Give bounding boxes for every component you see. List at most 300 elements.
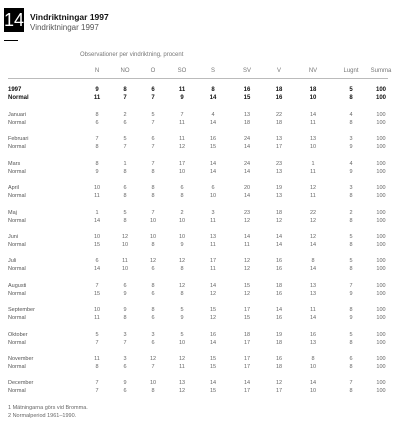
table-cell: 8 [95, 160, 99, 167]
table-cell: 8 [95, 364, 99, 370]
table-cell: 6 [123, 364, 127, 370]
table-cell: 4 [349, 112, 353, 118]
table-cell: 16 [275, 290, 283, 297]
table-cell: 7 [95, 136, 99, 143]
row-label: Normal [8, 193, 26, 200]
table-cell: 11 [310, 193, 316, 200]
table-cell: 7 [95, 339, 99, 346]
table-cell: 16 [243, 87, 251, 93]
table-cell: 10 [93, 234, 101, 240]
table-cell: 7 [95, 380, 99, 387]
table-cell: 8 [123, 315, 127, 322]
table-cell: 7 [151, 95, 155, 101]
table-cell: 12 [209, 315, 217, 322]
table-cell: 14 [275, 307, 283, 314]
table-cell: 1 [95, 209, 99, 216]
column-header: S [210, 68, 215, 74]
table-cell: 6 [123, 120, 127, 126]
table-cell: 14 [209, 282, 217, 289]
row-label: Normal [8, 217, 26, 224]
row-label: Normal [8, 315, 26, 322]
table-cell: 5 [180, 307, 184, 314]
chapter-number-badge: 14 [4, 10, 25, 30]
table-cell: 10 [149, 380, 157, 387]
table-cell: 6 [151, 136, 155, 143]
table-cell: 100 [376, 364, 386, 370]
column-group-label: Observationer per vindriktning, procent [80, 52, 184, 58]
table-cell: 10 [309, 388, 317, 395]
column-header: Summa [370, 68, 392, 74]
row-label: Normal [8, 120, 26, 126]
table-cell: 11 [179, 136, 185, 143]
table-cell: 11 [310, 120, 316, 126]
table-cell: 13 [309, 290, 317, 297]
table-cell: 100 [376, 144, 386, 151]
footnotes [8, 404, 88, 420]
table-cell: 17 [209, 258, 217, 265]
table-cell: 6 [151, 339, 155, 346]
column-header: NO [120, 68, 130, 74]
table-cell: 7 [123, 144, 127, 151]
table-cell: 6 [151, 315, 155, 322]
table-cell: 10 [309, 364, 317, 370]
table-cell: 8 [151, 388, 155, 395]
table-cell: 8 [349, 95, 353, 101]
table-cell: 8 [311, 356, 315, 362]
table-cell: 18 [275, 87, 283, 93]
row-label: Februari [8, 136, 29, 143]
table-cell: 7 [151, 209, 155, 216]
table-cell: 11 [210, 242, 216, 248]
table-cell: 9 [123, 380, 127, 387]
footnote-1: 1 Mätningarna görs vid Bromma. [8, 405, 88, 411]
table-cell: 16 [309, 331, 317, 338]
table-cell: 2 [349, 209, 353, 216]
table-cell: 6 [349, 356, 353, 362]
table-cell: 13 [309, 339, 317, 346]
table-cell: 13 [275, 193, 283, 200]
table-cell: 15 [209, 307, 217, 314]
table-cell: 14 [209, 95, 217, 101]
table-cell: 24 [243, 136, 251, 143]
table-cell: 11 [94, 193, 100, 200]
row-label: Normal [8, 339, 26, 346]
table-cell: 10 [149, 234, 157, 240]
table-cell: 15 [243, 282, 251, 289]
footnote-2: 2 Normalperiod 1961–1990. [8, 413, 77, 419]
table-cell: 6 [180, 185, 184, 192]
table-cell: 12 [243, 258, 251, 265]
table-cell: 13 [275, 168, 283, 175]
table-cell: 11 [94, 356, 100, 362]
table-cell: 14 [243, 144, 251, 151]
table-cell: 18 [275, 282, 283, 289]
table-cell: 5 [95, 331, 99, 338]
table-cell: 7 [151, 120, 155, 126]
table-cell: 16 [275, 315, 283, 322]
table-cell: 6 [151, 87, 155, 93]
table-cell: 6 [151, 266, 155, 273]
table-cell: 6 [95, 120, 99, 126]
column-header: N [94, 68, 100, 74]
table-cell: 15 [243, 315, 251, 322]
table-cell: 17 [275, 388, 283, 395]
table-cell: 10 [178, 339, 186, 346]
table-cell: 11 [93, 95, 101, 101]
table-cell: 7 [151, 160, 155, 167]
table-cell: 14 [243, 168, 251, 175]
table-cell: 14 [309, 242, 317, 248]
table-cell: 8 [349, 120, 353, 126]
table-cell: 8 [211, 87, 215, 93]
table-cell: 18 [275, 209, 283, 216]
table-cell: 18 [275, 364, 283, 370]
row-label: Normal [8, 290, 26, 297]
table-cell: 12 [178, 282, 186, 289]
table-cell: 8 [349, 307, 353, 314]
row-label: Normal [8, 144, 26, 151]
table-cell: 10 [309, 95, 317, 101]
row-label: Normal [8, 95, 29, 101]
table-cell: 12 [243, 217, 251, 224]
table-cell: 8 [123, 217, 127, 224]
table-cell: 100 [376, 356, 386, 362]
table-cell: 8 [151, 242, 155, 248]
table-cell: 8 [151, 193, 155, 200]
table-cell: 100 [376, 193, 386, 200]
table-cell: 14 [309, 266, 317, 273]
table-cell: 100 [376, 266, 386, 273]
table-cell: 14 [275, 242, 283, 248]
table-cell: 16 [209, 136, 217, 143]
table-cell: 9 [349, 290, 353, 297]
column-header: SV [242, 68, 251, 74]
table-cell: 10 [209, 193, 217, 200]
table-cell: 23 [243, 209, 251, 216]
table-cell: 100 [376, 136, 386, 143]
table-cell: 12 [243, 266, 251, 273]
table-cell: 3 [349, 136, 353, 143]
table-cell: 100 [376, 339, 386, 346]
table-cell: 15 [93, 242, 101, 248]
table-cell: 13 [275, 136, 283, 143]
table-cell: 10 [121, 242, 129, 248]
table-cell: 17 [243, 307, 251, 314]
table-cell: 14 [243, 193, 251, 200]
table-cell: 8 [349, 266, 353, 273]
table-cell: 13 [209, 234, 217, 240]
row-label: Juli [8, 258, 17, 265]
column-header: Lugnt [343, 68, 359, 74]
table-cell: 10 [93, 307, 101, 314]
table-cell: 8 [95, 144, 99, 151]
table-cell: 12 [121, 234, 129, 240]
table-cell: 16 [275, 266, 283, 273]
row-label: November [8, 356, 34, 362]
table-cell: 14 [209, 339, 217, 346]
table-cell: 22 [275, 112, 283, 118]
table-cell: 9 [180, 242, 184, 248]
table-cell: 15 [243, 95, 251, 101]
table-cell: 17 [243, 388, 251, 395]
row-label: December [8, 380, 34, 387]
table-cell: 11 [179, 364, 185, 370]
table-cell: 10 [309, 144, 317, 151]
header-rule [8, 78, 388, 79]
table-cell: 10 [93, 185, 101, 192]
table-cell: 13 [309, 136, 317, 143]
table-cell: 100 [376, 290, 386, 297]
table-cell: 100 [376, 380, 386, 387]
table-cell: 17 [178, 160, 186, 167]
table-cell: 8 [123, 193, 127, 200]
table-cell: 100 [376, 282, 386, 289]
table-cell: 19 [275, 331, 283, 338]
table-cell: 9 [349, 315, 353, 322]
table-cell: 13 [178, 380, 186, 387]
table-cell: 14 [209, 160, 217, 167]
table-cell: 11 [244, 242, 250, 248]
table-cell: 8 [349, 364, 353, 370]
table-cell: 10 [178, 234, 186, 240]
table-cell: 5 [349, 258, 353, 265]
table-cell: 9 [349, 144, 353, 151]
table-cell: 100 [376, 234, 386, 240]
table-cell: 12 [309, 234, 317, 240]
table-cell: 3 [151, 331, 155, 338]
table-cell: 8 [151, 307, 155, 314]
table-cell: 100 [376, 388, 386, 395]
table-cell: 10 [121, 266, 129, 273]
table-cell: 18 [275, 120, 283, 126]
table-cell: 8 [151, 282, 155, 289]
table-cell: 1 [311, 160, 315, 167]
table-cell: 11 [310, 307, 316, 314]
table-cell: 7 [180, 112, 184, 118]
row-label: Normal [8, 388, 26, 395]
table-cell: 17 [243, 339, 251, 346]
row-label: Maj [8, 209, 17, 216]
table-cell: 12 [275, 217, 283, 224]
table-cell: 11 [210, 266, 216, 273]
table-cell: 100 [376, 331, 386, 338]
table-cell: 100 [376, 112, 386, 118]
table-cell: 5 [151, 112, 155, 118]
column-header: SO [177, 68, 187, 74]
table-cell: 15 [209, 364, 217, 370]
table-cell: 5 [349, 331, 353, 338]
row-label: Normal [8, 168, 26, 175]
row-label: 1997 [8, 87, 22, 93]
table-cell: 5 [123, 209, 127, 216]
row-label: Juni [8, 234, 19, 240]
table-cell: 18 [243, 120, 251, 126]
table-cell: 7 [95, 282, 99, 289]
table-cell: 8 [349, 193, 353, 200]
table-cell: 100 [375, 87, 386, 93]
table-cell: 3 [123, 331, 127, 338]
table-cell: 12 [178, 388, 186, 395]
table-cell: 11 [179, 120, 185, 126]
table-cell: 10 [178, 168, 186, 175]
table-cell: 9 [180, 315, 184, 322]
table-cell: 12 [178, 356, 186, 362]
table-cell: 15 [209, 388, 217, 395]
table-cell: 8 [180, 193, 184, 200]
table-cell: 16 [275, 258, 283, 265]
table-cell: 4 [349, 160, 353, 167]
table-cell: 18 [309, 87, 317, 93]
table-cell: 23 [275, 160, 283, 167]
table-cell: 5 [180, 331, 184, 338]
table-cell: 12 [309, 217, 317, 224]
row-label: Normal [8, 242, 26, 248]
table-cell: 12 [178, 144, 186, 151]
table-cell: 6 [123, 282, 127, 289]
table-cell: 100 [376, 315, 386, 322]
table-cell: 15 [209, 356, 217, 362]
table-cell: 19 [275, 185, 283, 192]
table-cell: 100 [376, 185, 386, 192]
table-cell: 14 [209, 168, 217, 175]
table-cell: 9 [123, 307, 127, 314]
table-cell: 12 [149, 356, 157, 362]
table-cell: 6 [123, 388, 127, 395]
column-header: NV [308, 68, 318, 74]
row-label: Normal [8, 364, 26, 370]
table-cell: 9 [95, 87, 99, 93]
table-cell: 5 [349, 87, 353, 93]
table-cell: 5 [123, 136, 127, 143]
table-cell: 16 [275, 95, 283, 101]
table-cell: 6 [211, 185, 215, 192]
table-cell: 12 [243, 290, 251, 297]
table-cell: 3 [211, 209, 215, 216]
table-cell: 9 [349, 168, 353, 175]
table-cell: 3 [123, 356, 127, 362]
table-cell: 12 [209, 290, 217, 297]
table-cell: 2 [180, 209, 184, 216]
table-cell: 9 [95, 168, 99, 175]
table-cell: 7 [123, 95, 127, 101]
table-cell: 11 [178, 87, 186, 93]
table-cell: 100 [376, 120, 386, 126]
table-cell: 14 [209, 380, 217, 387]
page-subtitle: Vindriktningar 1997 [30, 23, 99, 32]
row-label: April [8, 185, 20, 192]
row-label: Normal [8, 266, 26, 273]
table-cell: 4 [211, 112, 215, 118]
table-cell: 7 [151, 364, 155, 370]
table-cell: 9 [123, 290, 127, 297]
table-cell: 100 [376, 242, 386, 248]
table-cell: 100 [376, 258, 386, 265]
table-cell: 100 [375, 95, 386, 101]
table-cell: 8 [180, 266, 184, 273]
table-cell: 8 [123, 87, 127, 93]
table-cell: 16 [209, 331, 217, 338]
table-cell: 8 [151, 185, 155, 192]
row-label: Januari [8, 112, 27, 118]
row-label: Mars [8, 160, 21, 167]
table-cell: 14 [93, 217, 101, 224]
table-cell: 9 [180, 95, 184, 101]
table-cell: 13 [309, 282, 317, 289]
table-cell: 11 [122, 258, 128, 265]
row-label: September [8, 307, 35, 314]
table-cell: 100 [376, 160, 386, 167]
table-cell: 12 [178, 258, 186, 265]
table-cell: 10 [149, 217, 157, 224]
table-cell: 17 [243, 356, 251, 362]
table-cell: 8 [349, 217, 353, 224]
table-cell: 14 [243, 380, 251, 387]
table-cell: 1 [123, 160, 127, 167]
table-cell: 8 [123, 168, 127, 175]
table-cell: 6 [151, 290, 155, 297]
table-cell: 14 [275, 234, 283, 240]
table-cell: 100 [376, 217, 386, 224]
table-cell: 14 [309, 380, 317, 387]
table-cell: 100 [376, 168, 386, 175]
table-cell: 7 [151, 144, 155, 151]
column-header: O [150, 68, 156, 74]
table-cell: 12 [275, 380, 283, 387]
row-label: Augusti [8, 282, 27, 289]
table-cell: 17 [243, 364, 251, 370]
table-cell: 3 [349, 185, 353, 192]
table-cell: 14 [243, 234, 251, 240]
table-cell: 100 [376, 307, 386, 314]
table-cell: 12 [309, 185, 317, 192]
table-cell: 8 [95, 112, 99, 118]
table-cell: 13 [243, 112, 251, 118]
table-cell: 11 [310, 168, 316, 175]
table-cell: 8 [151, 168, 155, 175]
table-cell: 20 [243, 185, 251, 192]
table-cell: 8 [349, 242, 353, 248]
table-cell: 2 [123, 112, 127, 118]
table-cell: 8 [349, 339, 353, 346]
table-cell: 14 [93, 266, 101, 273]
table-cell: 15 [209, 144, 217, 151]
table-cell: 11 [94, 315, 100, 322]
table-cell: 24 [243, 160, 251, 167]
table-cell: 11 [210, 217, 216, 224]
column-header: V [276, 68, 281, 74]
table-cell: 8 [180, 290, 184, 297]
table-cell: 100 [376, 209, 386, 216]
table-cell: 7 [349, 282, 353, 289]
table-cell: 14 [209, 120, 217, 126]
table-cell: 14 [309, 315, 317, 322]
table-cell: 5 [349, 234, 353, 240]
table-cell: 14 [309, 112, 317, 118]
table-cell: 17 [275, 144, 283, 151]
table-cell: 10 [178, 217, 186, 224]
table-cell: 7 [95, 388, 99, 395]
table-cell: 18 [243, 331, 251, 338]
table-cell: 8 [349, 388, 353, 395]
table-cell: 8 [311, 258, 315, 265]
row-label: Oktober [8, 331, 28, 338]
table-cell: 6 [123, 185, 127, 192]
table-cell: 7 [123, 339, 127, 346]
page-title: Vindriktningar 1997 [30, 12, 109, 22]
table-cell: 7 [349, 380, 353, 387]
table-cell: 6 [95, 258, 99, 265]
table-cell: 22 [309, 209, 317, 216]
